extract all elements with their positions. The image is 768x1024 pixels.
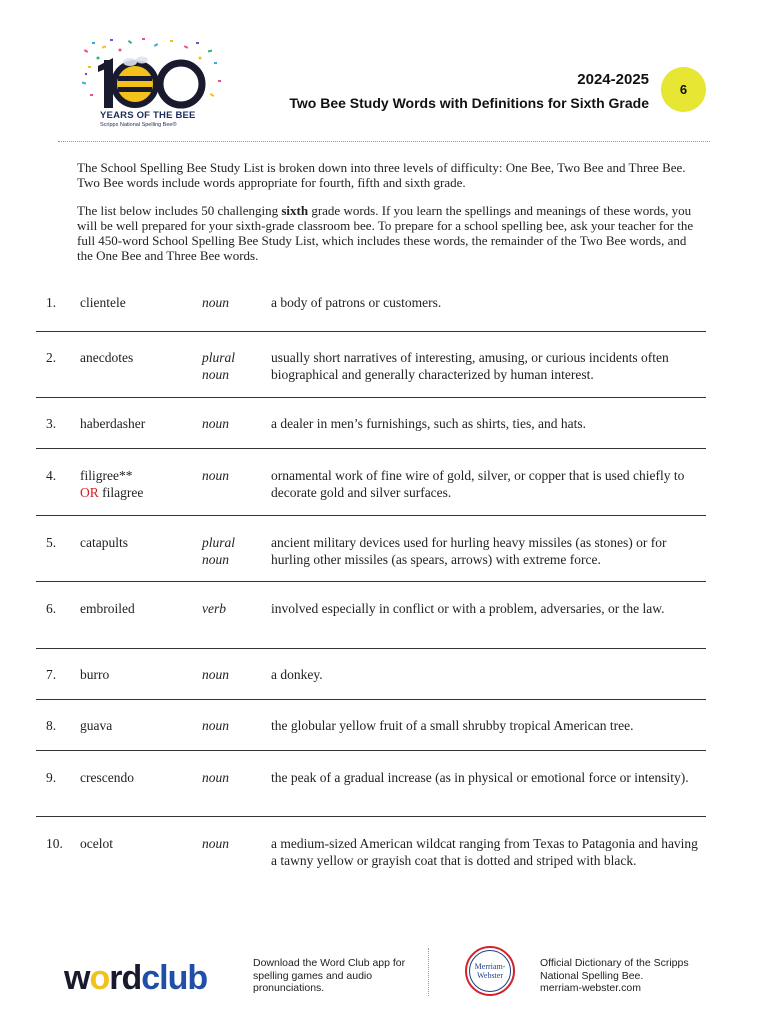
definition: ancient military devices used for hurling heavy missiles (as stones) or for hurling other missiles (as spears, arrows) with extreme force. bbox=[271, 535, 667, 567]
table-row bbox=[36, 700, 706, 751]
word-number: 2. bbox=[46, 350, 57, 365]
or-label: OR bbox=[80, 485, 99, 500]
definition: a donkey. bbox=[271, 667, 323, 682]
logo-graphic bbox=[80, 36, 225, 114]
word: guava bbox=[80, 718, 113, 733]
header-divider bbox=[58, 141, 710, 142]
merriam-webster-url: merriam-webster.com bbox=[540, 982, 641, 994]
logo-caption-subtitle: Scripps National Spelling Bee® bbox=[100, 122, 177, 128]
definition: ornamental work of fine wire of gold, silver, or copper that is used chiefly to decorate gold and silver surfaces. bbox=[271, 468, 685, 500]
intro-paragraph-2 bbox=[77, 203, 697, 263]
word-list-table bbox=[36, 282, 706, 887]
word-number: 3. bbox=[46, 416, 57, 431]
word-number: 8. bbox=[46, 718, 57, 733]
footer-divider bbox=[428, 948, 429, 996]
intro-p2-start: The list below includes 50 challenging bbox=[77, 203, 282, 218]
pos-line-2: noun bbox=[202, 552, 229, 567]
word-number: 10. bbox=[46, 836, 63, 851]
word: burro bbox=[80, 667, 110, 682]
official-dictionary-line: Official Dictionary of the Scripps National Spelling Bee. bbox=[540, 957, 689, 982]
word-number: 9. bbox=[46, 770, 57, 785]
table-row bbox=[36, 332, 706, 398]
definition: usually short narratives of interesting, amusing, or curious incidents often biographical and generally characterized by human interest. bbox=[271, 350, 669, 382]
wordclub-logo bbox=[64, 958, 207, 998]
table-row bbox=[36, 817, 706, 887]
intro-p2-bold: sixth bbox=[281, 203, 309, 218]
word-number: 5. bbox=[46, 535, 57, 550]
intro-paragraph-1: The School Spelling Bee Study List is broken down into three levels of difficulty: One Bee, Two Bee and Three Bee. Two Bee words include words appropriate for fourth, fifth and sixth grade. bbox=[77, 160, 686, 190]
official-dictionary-text bbox=[540, 957, 710, 995]
definition: the globular yellow fruit of a small shrubby tropical American tree. bbox=[271, 718, 634, 733]
wordclub-logo-w: w bbox=[64, 959, 90, 997]
part-of-speech: noun bbox=[202, 770, 229, 785]
wordclub-logo-rd: rd bbox=[109, 959, 142, 997]
word: embroiled bbox=[80, 601, 135, 616]
part-of-speech bbox=[202, 349, 235, 383]
table-row bbox=[36, 516, 706, 582]
part-of-speech bbox=[202, 534, 235, 568]
definition: a body of patrons or customers. bbox=[271, 295, 442, 310]
part-of-speech: noun bbox=[202, 667, 229, 682]
page-title: Two Bee Study Words with Definitions for Sixth Grade bbox=[289, 95, 649, 111]
word: ocelot bbox=[80, 836, 113, 851]
merriam-webster-seal-icon bbox=[465, 946, 515, 996]
word bbox=[80, 467, 143, 501]
part-of-speech: noun bbox=[202, 295, 229, 310]
word: catapults bbox=[80, 535, 128, 550]
part-of-speech: noun bbox=[202, 718, 229, 733]
school-year: 2024-2025 bbox=[577, 71, 649, 88]
part-of-speech: verb bbox=[202, 601, 226, 616]
table-row bbox=[36, 449, 706, 516]
pos-line-2: noun bbox=[202, 367, 229, 382]
word: anecdotes bbox=[80, 350, 134, 365]
grade-badge: 6 bbox=[661, 67, 706, 112]
pos-line-1: plural bbox=[202, 350, 236, 365]
mw-seal-line-2: Webster bbox=[476, 971, 503, 980]
part-of-speech: noun bbox=[202, 416, 229, 431]
wordclub-download-text: Download the Word Club app for spelling games and audio pronunciations. bbox=[253, 957, 406, 994]
hundred-years-bee-logo bbox=[80, 36, 225, 136]
word-alternate: filagree bbox=[102, 485, 144, 500]
pos-line-1: plural bbox=[202, 535, 236, 550]
part-of-speech: noun bbox=[202, 468, 229, 483]
table-row bbox=[36, 398, 706, 449]
intro-text bbox=[77, 160, 697, 263]
part-of-speech: noun bbox=[202, 836, 229, 851]
logo-caption-title: YEARS OF THE BEE bbox=[100, 110, 196, 121]
table-row bbox=[36, 649, 706, 700]
table-row bbox=[36, 582, 706, 649]
table-row bbox=[36, 751, 706, 817]
definition: a medium-sized American wildcat ranging from Texas to Patagonia and having a tawny yellow or grayish coat that is dotted and striped with black. bbox=[271, 836, 698, 868]
word-primary: filigree** bbox=[80, 468, 133, 483]
definition: the peak of a gradual increase (as in physical or emotional force or intensity). bbox=[271, 770, 689, 785]
word-number: 7. bbox=[46, 667, 57, 682]
word: clientele bbox=[80, 295, 126, 310]
intro-p2-end: grade words. If you learn the spellings and meanings of these words, you will be well prepared for your sixth-grade classroom bee. To prepare for a school spelling bee, ask your teacher for the full 450-word School Spelling Bee Study List, which includes these words, the remainder of the Two Bee words, and the One Bee and Three Bee words. bbox=[77, 203, 694, 263]
definition: involved especially in conflict or with a problem, adversaries, or the law. bbox=[271, 601, 665, 616]
table-row bbox=[36, 282, 706, 332]
wordclub-logo-o: o bbox=[89, 959, 110, 997]
word: haberdasher bbox=[80, 416, 146, 431]
definition: a dealer in men’s furnishings, such as shirts, ties, and hats. bbox=[271, 416, 586, 431]
wordclub-logo-club: club bbox=[141, 959, 208, 997]
word-number: 6. bbox=[46, 601, 57, 616]
logo-caption bbox=[100, 110, 225, 128]
word-number: 1. bbox=[46, 295, 57, 310]
mw-seal-line-1: Merriam- bbox=[474, 962, 506, 971]
word: crescendo bbox=[80, 770, 134, 785]
word-number: 4. bbox=[46, 468, 57, 483]
mw-seal-inner bbox=[469, 950, 511, 992]
